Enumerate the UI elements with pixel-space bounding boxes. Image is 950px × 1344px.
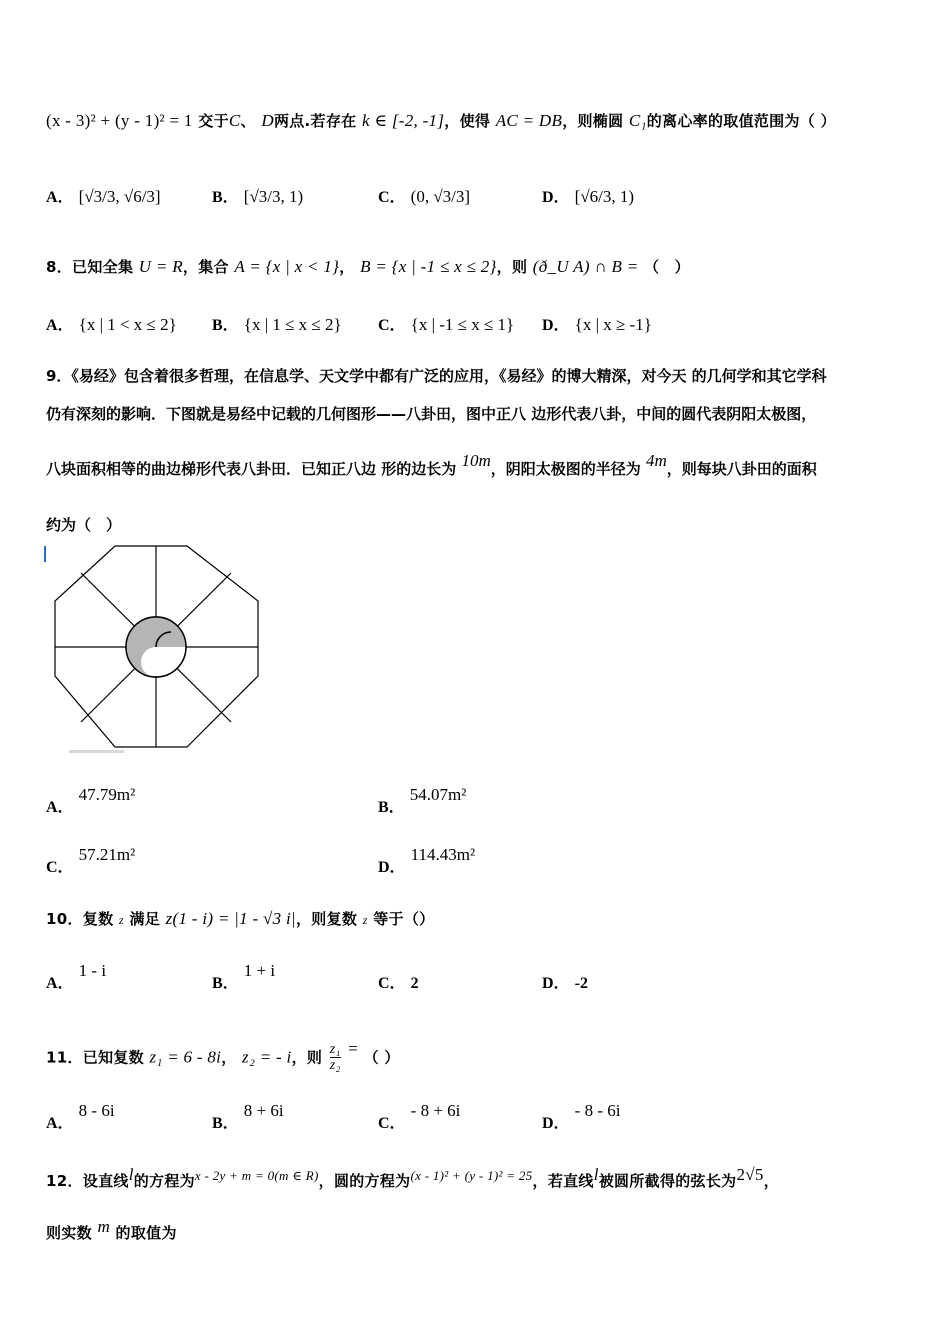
q12-line2b: 的取值为 xyxy=(115,1224,177,1242)
q9-side-length: 10m xyxy=(461,451,491,470)
q11-option-b[interactable] xyxy=(212,1098,284,1132)
q8-number: 8． xyxy=(46,258,73,276)
q9-line-1: 9．《易经》包含着很多哲理，在信息学、天文学中都有广泛的应用，《易经》的博大精深，对今天 的几何学和其它学科 xyxy=(46,367,827,385)
q7-ellipse-c1: C₁ xyxy=(628,111,647,130)
q9-line-2: 仍有深刻的影响．下图就是易经中记载的几何图形——八卦田，图中正八 边形代表八卦，中间的圆代表阴阳太极图， xyxy=(46,405,817,423)
q11-option-a[interactable] xyxy=(46,1098,115,1132)
option-label: A． xyxy=(46,317,74,334)
q10-text-c: ，则复数 xyxy=(295,910,358,928)
q9-radius: 4m xyxy=(646,451,667,470)
q10-equation: z(1 - i) = |1 - √3 i| xyxy=(165,909,296,928)
q7-option-b[interactable] xyxy=(212,184,303,207)
q7-point-c: C xyxy=(228,111,241,130)
q9-option-a[interactable] xyxy=(46,782,136,816)
q10-text-a: 复数 xyxy=(82,910,114,928)
option-value: 54.07m² xyxy=(409,785,467,804)
q12-line-equation: x - 2y + m = 0(m ∈ R) xyxy=(194,1168,319,1183)
yin-yang-symbol xyxy=(126,617,186,677)
option-value: - 8 + 6i xyxy=(410,1101,461,1120)
q12-text-a: 设直线 xyxy=(82,1172,129,1190)
q11-text-a: 已知复数 xyxy=(82,1048,144,1067)
q12-number: 12． xyxy=(46,1172,83,1190)
q9-line-3a: 八块面积相等的曲边梯形代表八卦田．已知正八边 形的边长为 xyxy=(46,460,457,478)
q7-circle-eq: (x - 3)² + (y - 1)² = 1 xyxy=(46,111,193,130)
q10-option-d[interactable] xyxy=(542,970,588,993)
option-value: [√3/3, 1) xyxy=(243,187,304,206)
option-label: A． xyxy=(46,1115,74,1132)
option-value: 1 - i xyxy=(78,961,107,980)
q10-z: z xyxy=(118,913,124,927)
q12-m: m xyxy=(97,1217,111,1236)
option-label: D． xyxy=(542,1115,570,1132)
q10-text-d: 等于（） xyxy=(373,910,435,928)
q8-set-a: A = {x | x < 1} xyxy=(234,257,340,276)
q10-text-b: 满足 xyxy=(129,910,161,928)
option-value: {x | -1 ≤ x ≤ 1} xyxy=(410,315,515,334)
q8-option-a[interactable] xyxy=(46,312,177,335)
option-label: D． xyxy=(378,859,406,876)
option-value: 8 - 6i xyxy=(78,1101,115,1120)
q8-stem xyxy=(46,256,690,277)
option-label: B． xyxy=(212,317,239,334)
q9-line-3 xyxy=(46,451,908,479)
q10-option-a[interactable] xyxy=(46,958,107,992)
q11-frac-num: z₁ xyxy=(329,1042,341,1057)
option-label: C． xyxy=(378,189,406,206)
q10-z2: z xyxy=(362,913,368,927)
q11-text-c: （ ） xyxy=(363,1048,400,1067)
option-value: - 8 - 6i xyxy=(574,1101,621,1120)
q8-set-b: B = {x | -1 ≤ x ≤ 2} xyxy=(360,257,497,276)
option-value: [√3/3, √6/3] xyxy=(78,187,161,206)
option-value: {x | 1 < x ≤ 2} xyxy=(78,315,177,334)
q11-number: 11． xyxy=(46,1048,83,1067)
q12-circle-equation: (x - 1)² + (y - 1)² = 25 xyxy=(410,1168,533,1183)
q12-text-c: ，圆的方程为 xyxy=(318,1172,411,1190)
q12-chord-length: 2√5 xyxy=(736,1165,764,1184)
figure-edge-mark xyxy=(44,546,46,562)
option-label: A． xyxy=(46,799,74,816)
q7-equation: AC = DB xyxy=(495,111,563,130)
option-label: C． xyxy=(378,1115,406,1132)
q7-option-a[interactable] xyxy=(46,184,161,207)
q11-option-d[interactable] xyxy=(542,1098,621,1132)
q8-text-a: 已知全集 xyxy=(72,258,134,276)
q7-option-c[interactable] xyxy=(378,184,470,207)
q9-option-b[interactable] xyxy=(378,782,467,816)
q8-option-d[interactable] xyxy=(542,312,652,335)
option-value: -2 xyxy=(574,975,588,992)
q10-option-b[interactable] xyxy=(212,958,276,992)
q8-option-c[interactable] xyxy=(378,312,514,335)
option-value: 47.79m² xyxy=(78,785,136,804)
q7-text-c: 两点.若存在 xyxy=(273,112,357,130)
option-value: 114.43m² xyxy=(410,845,476,864)
q7-sep: 、 xyxy=(240,112,256,130)
option-label: C． xyxy=(378,317,406,334)
option-label: D． xyxy=(542,975,570,992)
q10-option-c[interactable] xyxy=(378,970,419,993)
q9-option-c[interactable] xyxy=(46,842,136,876)
q12-line-2 xyxy=(46,1217,177,1243)
option-value: 57.21m² xyxy=(78,845,136,864)
q11-z2: z₂ = - i xyxy=(242,1047,292,1067)
q11-comma: ， xyxy=(221,1048,237,1067)
q7-text-e: ，则椭圆 xyxy=(562,112,624,130)
q12-line-l2: l xyxy=(593,1165,599,1184)
q7-text-b: 交于 xyxy=(198,112,229,130)
q7-condition: k ∈ [-2, -1] xyxy=(361,111,445,130)
q10-stem xyxy=(46,908,434,929)
q8-text-d: （ ） xyxy=(644,258,690,276)
q12-line-l: l xyxy=(128,1165,134,1184)
q11-text-b: ，则 xyxy=(291,1048,323,1067)
q8-option-b[interactable] xyxy=(212,312,342,335)
figure-caption-smudge xyxy=(69,750,124,753)
q10-number: 10． xyxy=(46,910,83,928)
option-value: [√6/3, 1) xyxy=(574,187,635,206)
q7-point-d: D xyxy=(261,111,274,130)
q11-equals: = xyxy=(348,1039,359,1059)
option-label: A． xyxy=(46,189,74,206)
q7-text-f: 的离心率的取值范围为（ ） xyxy=(646,112,836,130)
q8-text-b: ，集合 xyxy=(182,258,229,276)
option-label: C． xyxy=(378,975,406,992)
q12-text-d: ，若直线 xyxy=(532,1172,594,1190)
option-value: 8 + 6i xyxy=(243,1101,284,1120)
option-label: C． xyxy=(46,859,74,876)
q12-text-b: 的方程为 xyxy=(133,1172,195,1190)
option-label: D． xyxy=(542,189,570,206)
option-label: B． xyxy=(212,1115,239,1132)
q12-text-f: ， xyxy=(763,1172,779,1190)
option-value: 1 + i xyxy=(243,961,276,980)
option-label: A． xyxy=(46,975,74,992)
q11-option-c[interactable] xyxy=(378,1098,461,1132)
q7-stem xyxy=(46,110,836,131)
option-value: {x | x ≥ -1} xyxy=(574,315,652,334)
q11-fraction xyxy=(330,1042,341,1074)
q11-frac-den: z₂ xyxy=(329,1058,341,1074)
option-value: {x | 1 ≤ x ≤ 2} xyxy=(243,315,342,334)
q9-line-3c: ，则每块八卦田的面积 xyxy=(666,460,817,478)
q9-option-d[interactable] xyxy=(378,842,476,876)
q12-text-e: 被圆所截得的弦长为 xyxy=(598,1172,737,1190)
q7-option-d[interactable] xyxy=(542,184,634,207)
q8-text-c: ，则 xyxy=(496,258,528,276)
q9-line-3b: ，阴阳太极图的半径为 xyxy=(490,460,641,478)
option-label: B． xyxy=(212,189,239,206)
q12-line2a: 则实数 xyxy=(46,1224,92,1242)
option-label: D． xyxy=(542,317,570,334)
option-value: 2 xyxy=(410,975,419,992)
q7-text-d: ，使得 xyxy=(444,112,491,130)
q9-line-4: 约为（ ） xyxy=(46,516,122,534)
q12-stem xyxy=(46,1165,779,1191)
q8-comma: ， xyxy=(339,258,355,276)
q8-expression: (ð_U A) ∩ B = xyxy=(532,257,639,276)
q11-z1: z₁ = 6 - 8i xyxy=(149,1047,222,1067)
bagua-octagon-figure xyxy=(44,542,264,754)
option-value: (0, √3/3] xyxy=(410,187,471,206)
option-label: B． xyxy=(378,799,405,816)
option-label: B． xyxy=(212,975,239,992)
q8-universal-set: U = R xyxy=(138,257,183,276)
q11-stem xyxy=(46,1039,400,1074)
